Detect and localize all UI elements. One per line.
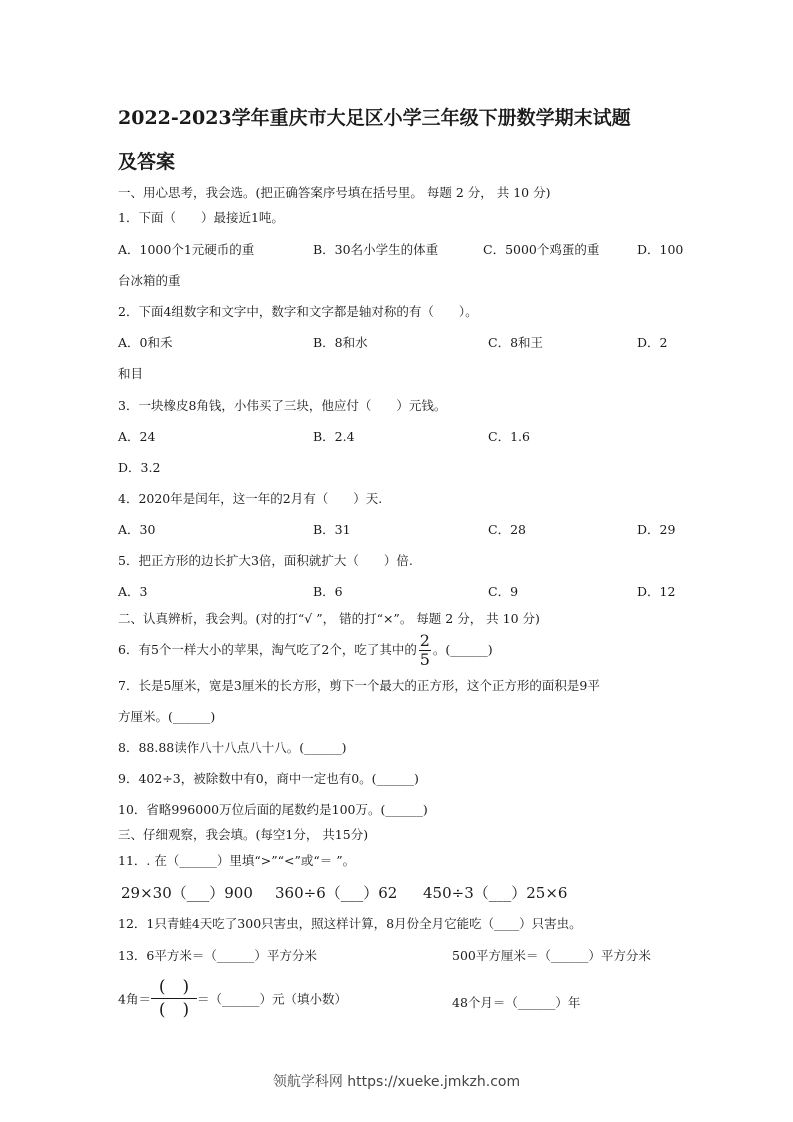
q2-option-d: D．2 [637, 335, 668, 350]
q2-option-b: B．8和水 [313, 335, 368, 350]
q5-option-b: B．6 [313, 584, 343, 599]
q3-option-d: D．3.2 [118, 460, 161, 475]
q2-option-d-wrap: 和目 [118, 366, 144, 381]
q4-option-b: B．31 [313, 522, 351, 537]
question-12: 12．1只青蛙4天吃了300只害虫，照这样计算，8月份全月它能吃（____）只害虫。 [118, 916, 582, 931]
q1-option-a: A．1000个1元硬币的重 [118, 242, 255, 257]
q3-option-a: A．24 [118, 429, 156, 444]
q13c-denominator: ( ) [158, 1000, 190, 1020]
question-3: 3．一块橡皮8角钱，小伟买了三块，他应付（ ）元钱。 [118, 398, 447, 413]
question-5: 5．把正方形的边长扩大3倍，面积就扩大（ ）倍. [118, 553, 413, 568]
question-13-d: 48个月＝（______）年 [452, 995, 581, 1010]
section-2-heading: 二、认真辨析，我会判。(对的打“√ ”， 错的打“×”。 每题 2 分， 共 10 分) [118, 611, 540, 626]
q5-option-d: D．12 [637, 584, 676, 599]
q5-option-c: C．9 [488, 584, 519, 599]
q3-option-b: B．2.4 [313, 429, 355, 444]
q6-denominator: 5 [419, 650, 430, 669]
q1-option-d: D．100 [637, 242, 684, 257]
q1-option-d-wrap: 台冰箱的重 [118, 273, 181, 288]
q13c-fraction [151, 976, 197, 1021]
q13c-answer: ＝（______）元（填小数） [196, 991, 347, 1007]
question-13-b: 500平方厘米＝（______）平方分米 [452, 948, 651, 963]
question-6 [118, 632, 493, 669]
q6-numerator: 2 [419, 631, 430, 650]
q6-answer-blank: 。(______) [432, 642, 493, 657]
q11-comparison-2: 360÷6（___）62 [275, 884, 398, 902]
question-8: 8．88.88读作八十八点八十八。(______) [118, 740, 347, 755]
q4-option-d: D．29 [637, 522, 676, 537]
q13c-text: 4角＝ [118, 991, 151, 1007]
question-13-c [118, 976, 347, 1021]
q1-option-b: B．30名小学生的体重 [313, 242, 439, 257]
question-7-line2: 方厘米。(______) [118, 709, 216, 724]
question-11: 11．. 在（______）里填“>”“<”或“＝ ”。 [118, 853, 356, 868]
question-2: 2．下面4组数字和文字中，数字和文字都是轴对称的有（ ）。 [118, 304, 478, 319]
question-1: 1．下面（ ）最接近1吨。 [118, 210, 284, 225]
q4-option-a: A．30 [118, 522, 156, 537]
q6-text: 6．有5个一样大小的苹果，淘气吃了2个，吃了其中的 [118, 642, 417, 657]
q3-option-c: C．1.6 [488, 429, 530, 444]
q11-comparison-3: 450÷3（___）25×6 [423, 884, 568, 902]
footer-watermark: 领航学科网 https://xueke.jmkzh.com [272, 1074, 521, 1090]
question-4: 4．2020年是闰年，这一年的2月有（ ）天. [118, 491, 383, 506]
section-1-heading: 一、用心思考，我会选。(把正确答案序号填在括号里。 每题 2 分， 共 10 分) [118, 185, 551, 200]
q2-option-c: C．8和王 [488, 335, 544, 350]
question-10: 10．省略996000万位后面的尾数约是100万。(______) [118, 802, 428, 817]
question-9: 9．402÷3，被除数中有0，商中一定也有0。(______) [118, 771, 419, 786]
q2-option-a: A．0和禾 [118, 335, 173, 350]
document-title-line2: 及答案 [118, 151, 176, 173]
q11-comparison-1: 29×30（___）900 [121, 884, 253, 902]
q5-option-a: A．3 [118, 584, 148, 599]
q6-fraction [419, 632, 431, 669]
question-7-line1: 7．长是5厘米，宽是3厘米的长方形，剪下一个最大的正方形，这个正方形的面积是9平 [118, 678, 600, 693]
question-13-a: 13．6平方米＝（______）平方分米 [118, 948, 317, 963]
q1-option-c: C．5000个鸡蛋的重 [483, 242, 600, 257]
document-title-line1: 2022-2023学年重庆市大足区小学三年级下册数学期末试题 [118, 107, 631, 129]
q13c-numerator: ( ) [158, 977, 190, 997]
q4-option-c: C．28 [488, 522, 526, 537]
section-3-heading: 三、仔细观察，我会填。(每空1分， 共15分) [118, 827, 369, 842]
